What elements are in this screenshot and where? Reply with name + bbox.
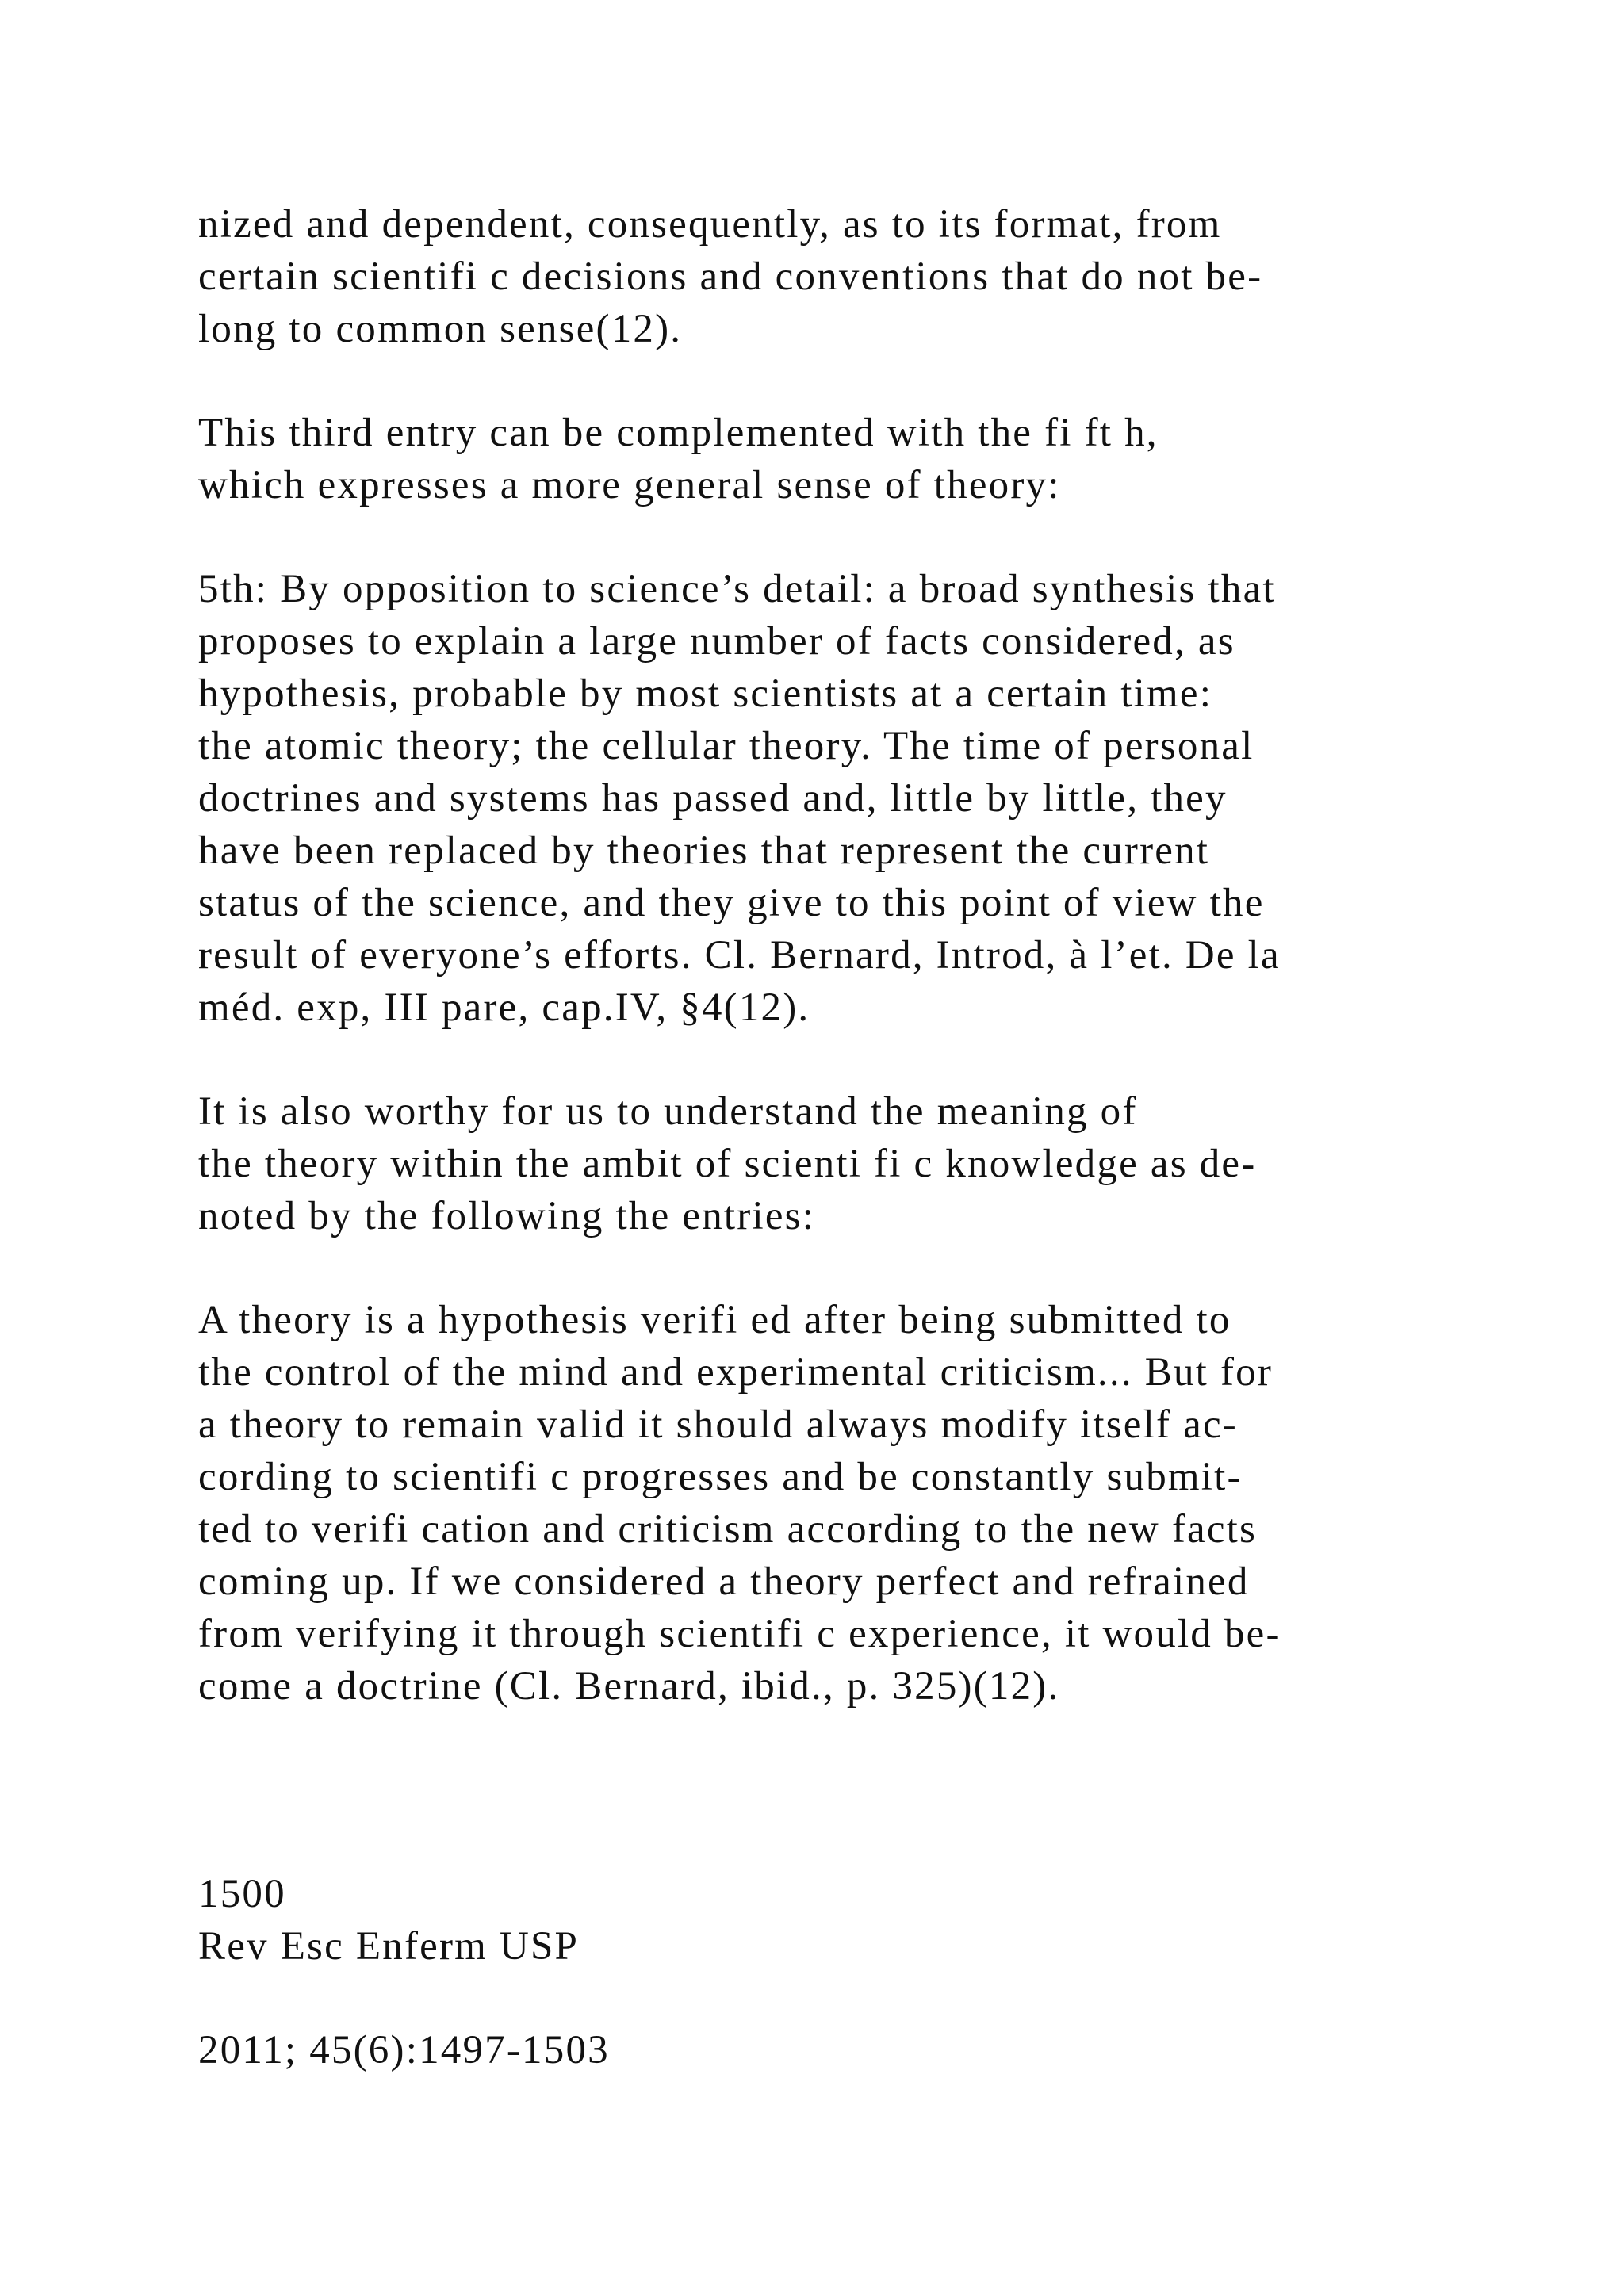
- text-line: come a doctrine (Cl. Bernard, ibid., p. 325)(12).: [198, 1664, 1060, 1709]
- text-line: 5th: By opposition to science’s detail: a broad synthesis that: [198, 567, 1276, 611]
- text-line: This third entry can be complemented with the fi ft h,: [198, 411, 1159, 455]
- journal-citation: 2011; 45(6):1497-1503: [198, 2028, 610, 2072]
- text-line: proposes to explain a large number of facts considered, as: [198, 619, 1235, 664]
- text-line: noted by the following the entries:: [198, 1194, 816, 1238]
- text-line: hypothesis, probable by most scientists at a certain time:: [198, 672, 1213, 716]
- text-line: long to common sense(12).: [198, 307, 683, 351]
- text-line: status of the science, and they give to this point of view the: [198, 881, 1265, 925]
- text-line: doctrines and systems has passed and, little by little, they: [198, 776, 1228, 821]
- text-line: a theory to remain valid it should always modify itself ac-: [198, 1402, 1238, 1447]
- text-line: from verifying it through scientifi c experience, it would be-: [198, 1612, 1281, 1656]
- text-line: cording to scientifi c progresses and be constantly submit-: [198, 1455, 1243, 1499]
- text-line: the atomic theory; the cellular theory. The time of personal: [198, 724, 1254, 768]
- text-line: ted to verifi cation and criticism according to the new facts: [198, 1507, 1258, 1552]
- text-line: the control of the mind and experimental criticism... But for: [198, 1350, 1274, 1395]
- text-line: which expresses a more general sense of theory:: [198, 463, 1061, 507]
- journal-name: Rev Esc Enferm USP: [198, 1924, 580, 1969]
- text-line: certain scientifi c decisions and conventions that do not be-: [198, 254, 1263, 299]
- text-line: A theory is a hypothesis verifi ed after being submitted to: [198, 1298, 1231, 1342]
- text-line: méd. exp, III pare, cap.IV, §4(12).: [198, 985, 810, 1030]
- text-line: result of everyone’s efforts. Cl. Bernard, Introd, à l’et. De la: [198, 933, 1281, 978]
- text-line: have been replaced by theories that represent the current: [198, 828, 1210, 873]
- page-number: 1500: [198, 1872, 286, 1916]
- text-line: It is also worthy for us to understand the meaning of: [198, 1089, 1138, 1134]
- text-line: nized and dependent, consequently, as to its format, from: [198, 202, 1222, 247]
- text-line: coming up. If we considered a theory perfect and refrained: [198, 1559, 1250, 1604]
- text-line: the theory within the ambit of scienti fi c knowledge as de-: [198, 1142, 1257, 1186]
